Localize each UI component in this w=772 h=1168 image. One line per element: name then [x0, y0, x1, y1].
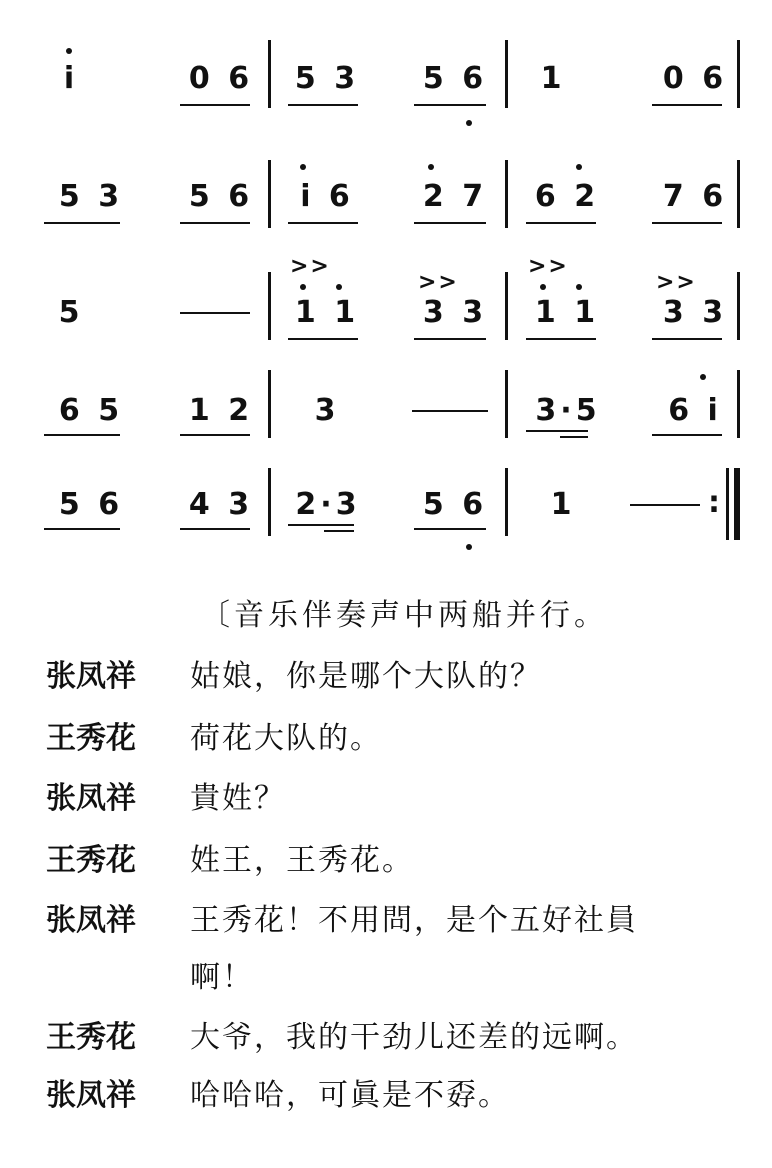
- note-group: 7 6: [662, 179, 728, 214]
- eighth-underline: [414, 528, 486, 530]
- speaker-name: 张凤祥: [46, 1078, 136, 1113]
- barline: [268, 160, 271, 228]
- eighth-underline: [652, 104, 722, 106]
- eighth-underline: [414, 222, 486, 224]
- barline: [737, 40, 740, 108]
- high-octave-dot: [300, 164, 306, 170]
- speaker-name: 王秀花: [46, 1020, 136, 1055]
- dialogue-line: 姓王，王秀花。: [190, 843, 414, 878]
- barline: [268, 40, 271, 108]
- speaker-name: 张凤祥: [46, 659, 136, 694]
- eighth-underline: [288, 104, 358, 106]
- eighth-underline: [526, 338, 596, 340]
- low-octave-dot: [466, 544, 472, 550]
- eighth-underline: [414, 104, 486, 106]
- low-octave-dot: [466, 120, 472, 126]
- eighth-underline: [652, 434, 722, 436]
- extension-dash: [180, 312, 250, 314]
- note-group: 0 6: [188, 61, 254, 96]
- accent-mark: >>: [418, 270, 459, 295]
- barline: [268, 272, 271, 340]
- note-group: 5 6: [188, 179, 254, 214]
- note-group: 2·3: [295, 487, 361, 522]
- extension-dash: [630, 504, 700, 506]
- note-group: 3·5: [535, 393, 601, 428]
- high-octave-dot: [576, 164, 582, 170]
- barline: [268, 370, 271, 438]
- accent-mark: >>: [528, 254, 569, 279]
- dialogue-line-continued: 啊！: [190, 960, 254, 995]
- dialogue-line: 大爷，我的干劲儿还差的远啊。: [190, 1020, 638, 1055]
- speaker-name: 王秀花: [46, 721, 136, 756]
- eighth-underline: [288, 338, 358, 340]
- high-octave-dot: [540, 284, 546, 290]
- eighth-underline: [652, 338, 722, 340]
- speaker-name: 张凤祥: [46, 781, 136, 816]
- note-group: 3: [314, 393, 340, 428]
- note-group: 0 6: [662, 61, 728, 96]
- note-group: 1: [550, 487, 576, 522]
- eighth-underline: [652, 222, 722, 224]
- eighth-underline: [414, 338, 486, 340]
- note-group: 6 5: [58, 393, 124, 428]
- accent-mark: >>: [290, 254, 331, 279]
- eighth-underline: [44, 434, 120, 436]
- eighth-underline: [288, 222, 358, 224]
- note-group: 5 6: [422, 487, 488, 522]
- barline: [505, 272, 508, 340]
- note-group: 6 2: [534, 179, 600, 214]
- eighth-underline: [180, 528, 250, 530]
- note-group: 5 6: [422, 61, 488, 96]
- speaker-name: 张凤祥: [46, 903, 136, 938]
- high-octave-dot: [700, 374, 706, 380]
- note-group: 5 6: [58, 487, 124, 522]
- dialogue-line: 哈哈哈，可眞是不孬。: [190, 1078, 510, 1113]
- note-group: 5 3: [294, 61, 360, 96]
- note-group: 1 1: [294, 295, 360, 330]
- high-octave-dot: [336, 284, 342, 290]
- barline: [737, 370, 740, 438]
- barline: [268, 468, 271, 536]
- eighth-underline: [44, 528, 120, 530]
- eighth-underline: [180, 104, 250, 106]
- speaker-name: 王秀花: [46, 843, 136, 878]
- barline: [737, 160, 740, 228]
- dialogue-line: 貴姓？: [190, 781, 286, 816]
- note-group: 1 1: [534, 295, 600, 330]
- note-group: 4 3: [188, 487, 254, 522]
- note-group: 3 3: [422, 295, 488, 330]
- accent-mark: >>: [656, 270, 697, 295]
- note-group: 2 7: [422, 179, 488, 214]
- barline: [737, 272, 740, 340]
- final-barline: [734, 468, 740, 540]
- barline: [726, 468, 729, 540]
- extension-dash: [412, 410, 488, 412]
- note-group: 6 i: [668, 393, 722, 428]
- high-octave-dot: [66, 48, 72, 54]
- eighth-underline: [526, 222, 596, 224]
- stage-direction: 〔音乐伴奏声中两船并行。: [200, 598, 608, 633]
- note-group: 1: [540, 61, 566, 96]
- repeat-colon: :: [708, 485, 720, 520]
- sixteenth-underline: [324, 530, 354, 532]
- note-group: 1 2: [188, 393, 254, 428]
- high-octave-dot: [576, 284, 582, 290]
- high-octave-dot: [300, 284, 306, 290]
- numbered-music-score: [0, 0, 772, 560]
- eighth-underline: [526, 430, 588, 432]
- eighth-underline: [44, 222, 120, 224]
- note-group: 5 3: [58, 179, 124, 214]
- note-group: i: [63, 61, 79, 96]
- barline: [505, 40, 508, 108]
- note-group: 5: [58, 295, 84, 330]
- note-group: i 6: [300, 179, 354, 214]
- sixteenth-underline: [560, 436, 588, 438]
- eighth-underline: [180, 434, 250, 436]
- high-octave-dot: [428, 164, 434, 170]
- dialogue-line: 姑娘，你是哪个大队的？: [190, 659, 542, 694]
- eighth-underline: [180, 222, 250, 224]
- note-group: 3 3: [662, 295, 728, 330]
- dialogue-line: 王秀花！不用問，是个五好社員: [190, 903, 638, 938]
- dialogue-line: 荷花大队的。: [190, 721, 382, 756]
- barline: [505, 468, 508, 536]
- eighth-underline: [288, 524, 354, 526]
- barline: [505, 370, 508, 438]
- barline: [505, 160, 508, 228]
